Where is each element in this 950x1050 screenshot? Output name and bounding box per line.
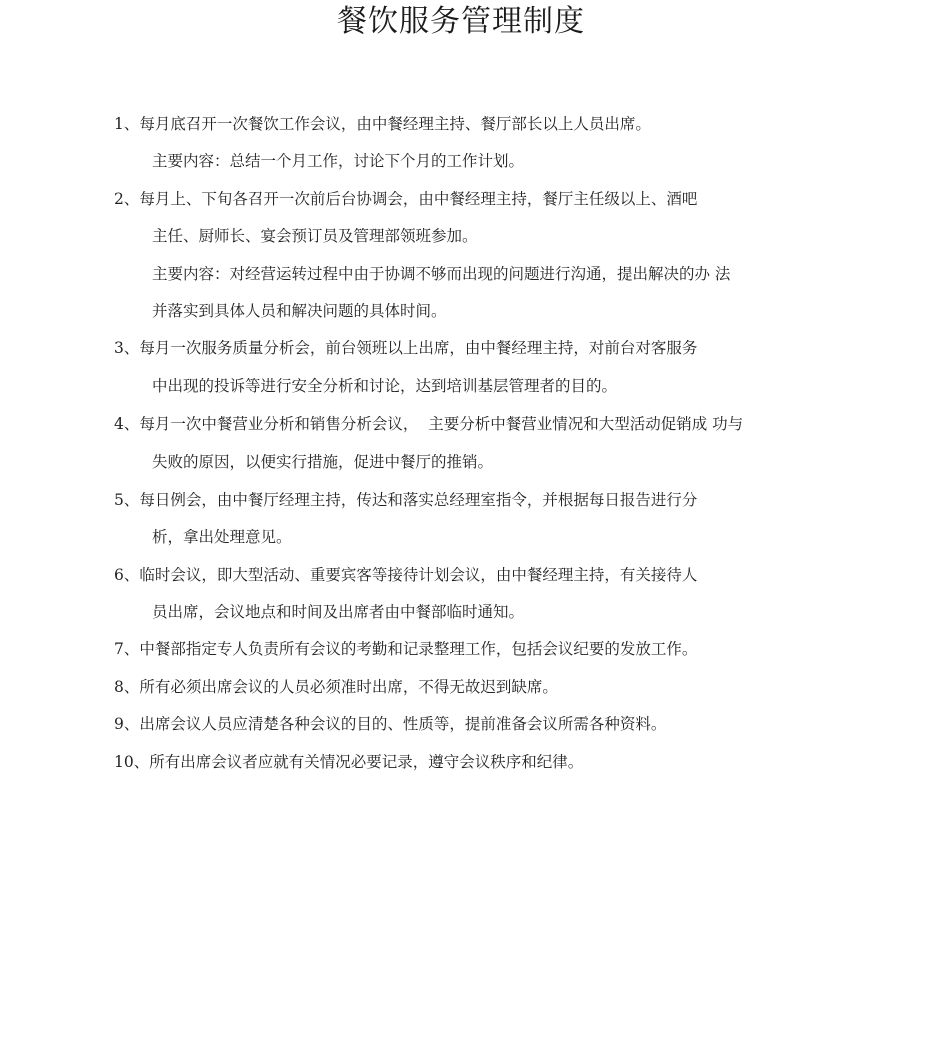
line-16: 8、所有必须出席会议的人员必须准时出席，不得无故迟到缺席。 bbox=[114, 678, 558, 696]
line-17: 9、出席会议人员应清楚各种会议的目的、性质等，提前准备会议所需各种资料。 bbox=[114, 715, 667, 733]
line-1: 1、每月底召开一次餐饮工作会议，由中餐经理主持、餐厅部长以上人员出席。 bbox=[114, 115, 651, 133]
document-title: 餐饮服务管理制度 bbox=[337, 4, 585, 39]
line-9: 4、每月一次中餐营业分析和销售分析会议， 主要分析中餐营业情况和大型活动促销成 功与 bbox=[114, 415, 744, 433]
line-12: 析，拿出处理意见。 bbox=[152, 528, 292, 546]
line-3: 2、每月上、下旬各召开一次前后台协调会，由中餐经理主持，餐厅主任级以上、酒吧 bbox=[114, 190, 698, 208]
line-10: 失败的原因，以便实行措施，促进中餐厅的推销。 bbox=[152, 453, 494, 471]
line-7: 3、每月一次服务质量分析会，前台领班以上出席，由中餐经理主持，对前台对客服务 bbox=[114, 339, 698, 357]
line-5: 主要内容：对经营运转过程中由于协调不够而出现的问题进行沟通，提出解决的办 法 bbox=[152, 265, 731, 283]
line-2: 主要内容：总结一个月工作，讨论下个月的工作计划。 bbox=[152, 152, 525, 170]
line-11: 5、每日例会，由中餐厅经理主持，传达和落实总经理室指令，并根据每日报告进行分 bbox=[114, 491, 698, 509]
line-6: 并落实到具体人员和解决问题的具体时间。 bbox=[152, 302, 447, 320]
line-4: 主任、厨师长、宴会预订员及管理部领班参加。 bbox=[152, 227, 478, 245]
line-13: 6、临时会议，即大型活动、重要宾客等接待计划会议，由中餐经理主持，有关接待人 bbox=[114, 566, 698, 584]
line-14: 员出席，会议地点和时间及出席者由中餐部临时通知。 bbox=[152, 603, 525, 621]
line-15: 7、中餐部指定专人负责所有会议的考勤和记录整理工作，包括会议纪要的发放工作。 bbox=[114, 640, 698, 658]
line-18: 10、所有出席会议者应就有关情况必要记录，遵守会议秩序和纪律。 bbox=[114, 753, 584, 771]
line-8: 中出现的投诉等进行安全分析和讨论，达到培训基层管理者的目的。 bbox=[152, 377, 618, 395]
